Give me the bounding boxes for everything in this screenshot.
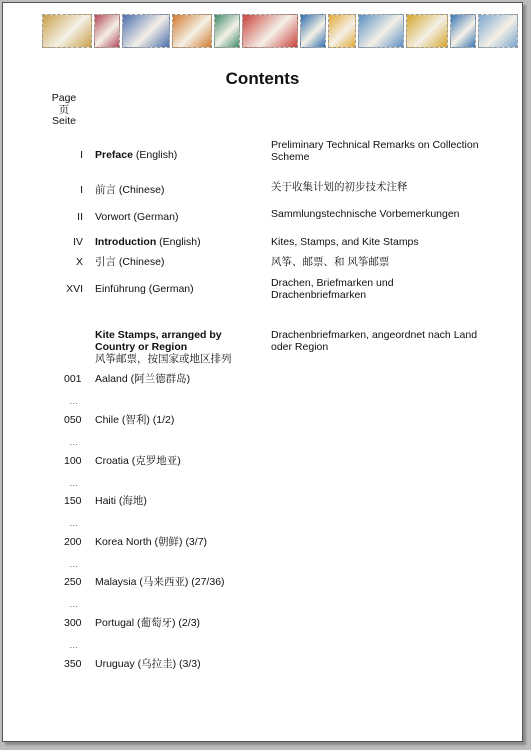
toc-page-number: I	[80, 184, 83, 196]
toc-page-number: X	[75, 256, 83, 268]
toc-entry	[95, 149, 260, 161]
country-entry: Portugal (葡萄牙) (2/3)	[95, 617, 201, 629]
country-entry: Haiti (海地)	[95, 495, 147, 507]
header-page-de: Seite	[52, 115, 76, 127]
toc-page-number: IV	[73, 236, 83, 248]
country-entry: Uruguay (乌拉圭) (3/3)	[95, 658, 201, 670]
toc-entry-lang: (English)	[132, 149, 178, 161]
toc-entry: Vorwort (German)	[95, 211, 179, 223]
toc-page-number: 350	[64, 658, 82, 670]
ellipsis: …	[69, 518, 79, 528]
page-title: Contents	[225, 69, 300, 88]
toc-page-number: 300	[64, 617, 82, 629]
country-entry: Aaland (阿兰德群岛)	[95, 373, 191, 385]
header-page-zh: 页	[58, 103, 70, 116]
toc-entry-lang: (English)	[156, 236, 201, 248]
stamp-image	[450, 14, 476, 48]
stamp-image	[42, 14, 92, 48]
stamp-image	[172, 14, 212, 48]
toc-entry-bold: Preface	[95, 149, 133, 161]
toc-entry: 前言 (Chinese)	[95, 184, 165, 196]
stamp-image	[478, 14, 518, 48]
stamp-image	[406, 14, 448, 48]
toc-page-number: II	[77, 211, 83, 223]
toc-description: 关于收集计划的初步技术注释	[271, 181, 408, 193]
toc-entry	[95, 236, 260, 248]
stamp-image	[300, 14, 326, 48]
stamp-image	[94, 14, 120, 48]
stamp-image	[358, 14, 404, 48]
stamp-image	[242, 14, 298, 48]
toc-entry: 引言 (Chinese)	[95, 256, 165, 268]
stamp-image	[214, 14, 240, 48]
toc-page-number: 150	[64, 495, 82, 507]
toc-page-number: 100	[64, 455, 82, 467]
document-page	[2, 2, 523, 742]
ellipsis: …	[69, 599, 79, 609]
toc-description: 风筝、邮票、和 风筝邮票	[271, 256, 390, 268]
ellipsis: …	[69, 559, 79, 569]
toc-page-number: 200	[64, 536, 82, 548]
toc-description: Kites, Stamps, and Kite Stamps	[271, 236, 419, 248]
toc-page-number: I	[80, 149, 83, 161]
toc-description: Preliminary Technical Remarks on Collection Scheme	[271, 139, 479, 163]
ellipsis: …	[69, 437, 79, 447]
header-page-en: Page	[51, 92, 77, 104]
section-title-block	[95, 329, 260, 365]
section-subtitle: 风筝邮票，按国家或地区排列	[95, 353, 232, 365]
ellipsis: …	[69, 396, 79, 406]
section-description: Drachenbriefmarken, angeordnet nach Land oder Region	[271, 329, 478, 353]
ellipsis: …	[69, 478, 79, 488]
toc-page-number: 050	[64, 414, 82, 426]
page-column-header	[48, 93, 80, 128]
country-entry: Chile (智利) (1/2)	[95, 414, 175, 426]
toc-entry: Einführung (German)	[95, 283, 194, 295]
ellipsis: …	[69, 640, 79, 650]
toc-page-number: XVI	[66, 283, 83, 295]
toc-description: Sammlungstechnische Vorbemerkungen	[271, 208, 460, 220]
country-entry: Korea North (朝鲜) (3/7)	[95, 536, 208, 548]
toc-description: Drachen, Briefmarken und Drachenbriefmarken	[271, 277, 394, 301]
toc-entry-bold: Introduction	[95, 236, 157, 248]
stamp-image	[328, 14, 356, 48]
section-title: Kite Stamps, arranged by Country or Region	[95, 329, 222, 353]
toc-page-number: 001	[64, 373, 82, 385]
country-entry: Croatia (克罗地亚)	[95, 455, 181, 467]
country-entry: Malaysia (马来西亚) (27/36)	[95, 576, 225, 588]
stamp-image	[122, 14, 170, 48]
toc-page-number: 250	[64, 576, 82, 588]
